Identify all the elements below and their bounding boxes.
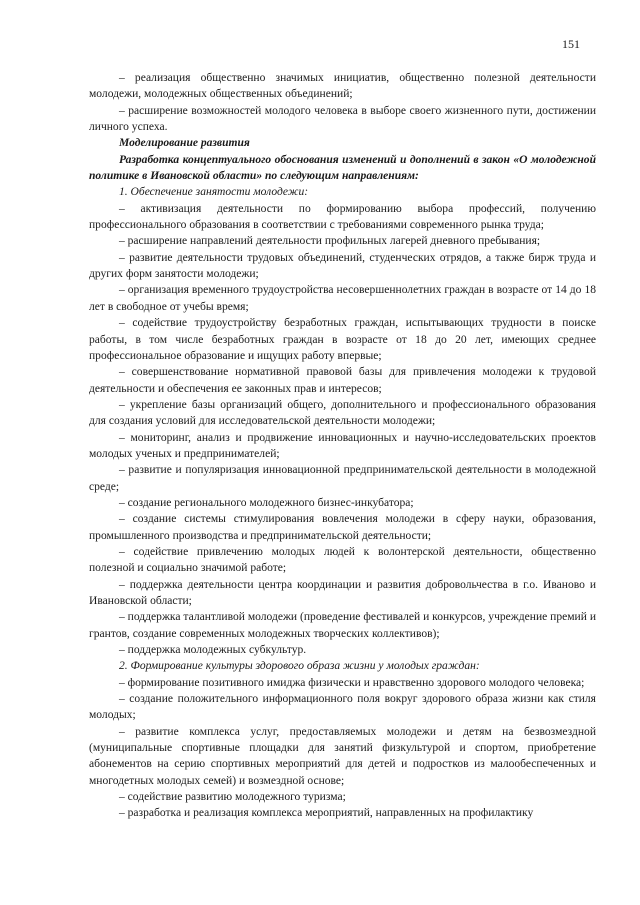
section-heading: 2. Формирование культуры здорового образа жизни у молодых граждан: <box>119 660 480 673</box>
paragraph: – реализация общественно значимых инициатив, общественно полезной деятельности молодежи, молодежных общественных объединений; <box>89 72 596 101</box>
paragraph: – активизация деятельности по формированию выбора профессий, получению профессионального образования в соответствии с требованиями современного рынка труда; <box>89 202 596 232</box>
paragraph: – поддержка молодежных субкультур. <box>119 644 307 657</box>
paragraph: – формирование позитивного имиджа физически и нравственно здорового молодого человека; <box>119 676 585 689</box>
paragraph: – расширение возможностей молодого человека в выборе своего жизненного пути, достижении личного успеха. <box>89 104 596 134</box>
section-heading: Разработка концептуального обоснования изменений и дополнений в закон «О молодежной политике в Ивановской области» по следующим направлениям: <box>89 153 596 183</box>
section-heading: 1. Обеспечение занятости молодежи: <box>119 186 309 199</box>
paragraph: – совершенствование нормативной правовой базы для привлечения молодежи к трудовой деятельности и обеспечения ее законных прав и интересов; <box>89 366 596 395</box>
paragraph: – содействие трудоустройству безработных граждан, испытывающих трудности в поиске работы, в том числе безработных граждан в возрасте от 18 до 20 лет, имеющих среднее профессиональное образование и ищущих работу впервые; <box>89 317 596 362</box>
paragraph: – укрепление базы организаций общего, дополнительного и профессионального образования для создания условий для исследовательской деятельности молодежи; <box>89 398 596 428</box>
paragraph: – развитие деятельности трудовых объединений, студенческих отрядов, а также бирж труда и других форм занятости молодежи; <box>89 251 596 281</box>
paragraph: – содействие привлечению молодых людей к волонтерской деятельности, общественно полезной и социально значимой работе; <box>89 545 596 575</box>
paragraph: – расширение направлений деятельности профильных лагерей дневного пребывания; <box>119 235 541 248</box>
paragraph: – создание системы стимулирования вовлечения молодежи в сферу науки, образования, промышленного производства и предпринимательской деятельности; <box>89 513 596 542</box>
paragraph: – мониторинг, анализ и продвижение инновационных и научно-исследовательских проектов молодых ученых и предпринимателей; <box>89 431 596 460</box>
paragraph: – создание положительного информационного поля вокруг здорового образа жизни как стиля молодых; <box>89 693 596 722</box>
paragraph: – поддержка талантливой молодежи (проведение фестивалей и конкурсов, учреждение премий и грантов, создание современных молодежных творческих коллективов); <box>89 611 596 640</box>
document-body <box>89 70 596 822</box>
section-heading: Моделирование развития <box>119 137 250 150</box>
page-number: 151 <box>562 37 580 51</box>
paragraph: – содействие развитию молодежного туризма; <box>119 791 346 804</box>
paragraph: – создание регионального молодежного бизнес-инкубатора; <box>119 496 414 509</box>
paragraph: – поддержка деятельности центра координации и развития добровольчества в г.о. Иваново и Ивановской области; <box>89 578 596 607</box>
paragraph: – разработка и реализация комплекса мероприятий, направленных на профилактику <box>119 807 534 820</box>
paragraph: – развитие и популяризация инновационной предпринимательской деятельности в молодежной среде; <box>89 464 596 493</box>
paragraph: – организация временного трудоустройства несовершеннолетних граждан в возрасте от 14 до 18 лет в свободное от учебы время; <box>89 284 596 313</box>
paragraph: – развитие комплекса услуг, предоставляемых молодежи и детям на безвозмездной (муниципальные спортивные площадки для занятий физкультурой и спортом, приобретение абонементов на серию спортивных мероприятий для детей и подростков из малообеспеченных и многодетных молодых семей) и возмездной основе; <box>89 725 596 787</box>
